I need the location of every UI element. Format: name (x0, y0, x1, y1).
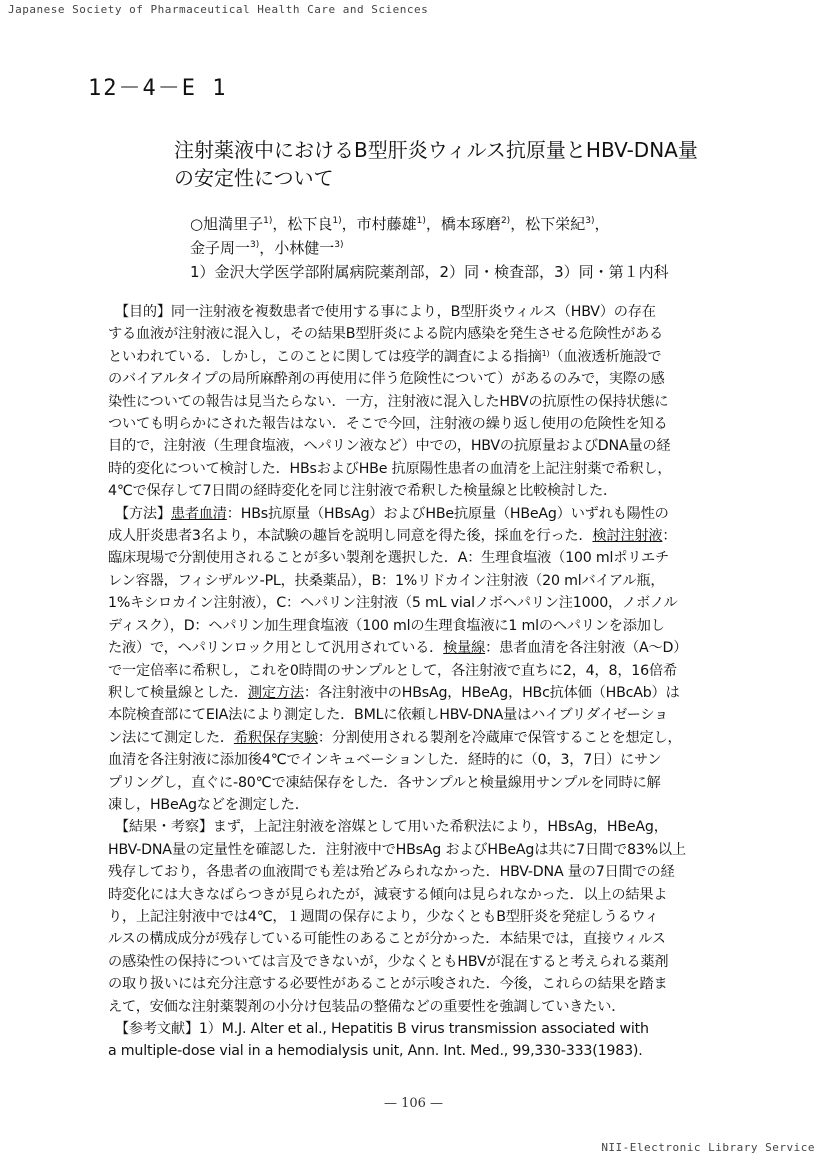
body-text: HBV-DNA量の定量性を確認した．注射液中でHBsAg およびHBeAgは共に7日間で83%以上 (108, 841, 686, 858)
body-text: 【結果・考察】まず，上記注射液を溶媒として用いた希釈法により，HBsAg，HBeAg， (108, 819, 668, 836)
author-block (190, 212, 750, 284)
body-line (108, 1018, 724, 1040)
section-subheading: 検量線 (443, 640, 486, 657)
author-separator: ， (259, 239, 275, 257)
section-subheading: 希釈保存実験 (233, 729, 318, 746)
body-text: 4℃で保存して7日間の経時変化を同じ注射液で希釈した検量線と比較検討した． (108, 483, 617, 500)
abstract-body (108, 301, 724, 1063)
body-text: の取り扱いには充分注意する必要性があることが示唆された．今後，これらの結果を踏ま (108, 976, 668, 993)
body-line (108, 435, 724, 457)
body-line (108, 928, 724, 950)
author-name: 橋本琢磨 (440, 215, 501, 233)
body-line (108, 480, 724, 502)
body-line (108, 906, 724, 928)
author-affiliation-mark: 3) (250, 240, 260, 250)
author-line (190, 236, 750, 260)
body-text: ：分割使用される製剤を冷蔵庫で保管することを想定し， (317, 729, 682, 746)
author-affiliation-mark: 1) (263, 216, 273, 226)
body-line (108, 301, 724, 323)
body-text: 釈して検量線とした． (108, 684, 248, 701)
author-separator: ， (341, 215, 357, 233)
body-text: 臨床現場で分割使用されることが多い製剤を選択した．A：生理食塩液（100 mlポリエチ (108, 550, 669, 567)
author-separator: ， (425, 215, 441, 233)
body-text: ： (662, 528, 677, 545)
page-number: — 106 — (383, 1096, 444, 1111)
title-line: 注射薬液中におけるB型肝炎ウィルス抗原量とHBV-DNA量 (174, 138, 698, 162)
body-text: 時変化には大きなばらつきが見られたが，減衰する傾向は見られなかった．以上の結果よ (108, 886, 668, 903)
author-affiliation-mark: 3) (585, 216, 595, 226)
body-line (108, 704, 724, 726)
body-line (108, 615, 724, 637)
body-text: た液）で，ヘパリンロック用として汎用されている． (108, 640, 444, 657)
body-line (108, 682, 724, 704)
body-line (108, 749, 724, 771)
body-line (108, 525, 724, 547)
body-text: 染性についての報告は見当たらない．一方，注射液に混入したHBVの抗原性の保持状態に (108, 393, 669, 410)
body-line (108, 973, 724, 995)
body-text: ディスク），D：ヘパリン加生理食塩液（100 mlの生理食塩液に1 mlのヘパリンを添加し (108, 617, 665, 634)
author-affiliation-mark: 3) (334, 240, 344, 250)
journal-header: Japanese Society of Pharmaceutical Health Care and Sciences (8, 3, 429, 16)
body-text: 血清を各注射液に添加後4℃でインキュベーションした．経時的に（0，3，7日）にサン (108, 752, 662, 769)
body-line (108, 368, 724, 390)
body-line (108, 323, 724, 345)
body-text: 本院検査部にてEIA法により測定した．BMLに依頼しHBV-DNA量はハイブリダイゼーショ (108, 707, 669, 724)
body-text: する血液が注射液に混入し，その結果B型肝炎による院内感染を発生させる危険性がある (108, 326, 664, 343)
body-text: 凍し，HBeAgなどを測定した． (108, 796, 309, 813)
body-text: 【目的】同一注射液を複数患者で使用する事により，B型肝炎ウィルス（HBV）の存在 (108, 304, 656, 320)
section-subheading: 検討注射液 (592, 528, 663, 545)
body-text: 【方法】 (108, 505, 171, 522)
body-line (108, 839, 724, 861)
author-separator: ， (510, 215, 526, 233)
body-line (108, 458, 724, 480)
body-line (108, 996, 724, 1018)
affiliations: 1）金沢大学医学部附属病院薬剤部，2）同・検査部，3）同・第１内科 (190, 263, 669, 281)
author-affiliation-mark: 1) (416, 216, 426, 226)
body-text: レン容器，フィシザルツ-PL，扶桑薬品），B：1%リドカイン注射液（20 mlバイアル瓶， (108, 572, 665, 589)
section-subheading: 患者血清 (170, 505, 227, 522)
body-text: といわれている．しかし，このことに関しては疫学的調査による指摘 (108, 348, 542, 365)
body-text: えて，安価な注射薬製剤の小分け包装品の整備などの重要性を強調していきたい． (108, 998, 626, 1015)
body-text: 時的変化について検討した．HBsおよびHBe 抗原陽性患者の血清を上記注射薬で希釈し， (108, 460, 672, 477)
body-line (108, 861, 724, 883)
body-line (108, 1040, 724, 1062)
author-name: ○旭満里子 (190, 215, 264, 233)
section-subheading: 測定方法 (247, 684, 304, 701)
author-affiliation-mark: 2) (500, 216, 511, 226)
body-text: のバイアルタイプの局所麻酔剤の再使用に伴う危険性について）があるのみで，実際の感 (108, 371, 665, 388)
author-name: 市村藤雄 (356, 215, 417, 233)
body-line (108, 727, 724, 749)
footer: NII-Electronic Library Service (601, 1141, 815, 1154)
abstract-code: 12－4－E 1 (88, 76, 228, 101)
author-line (190, 212, 750, 236)
body-text: ：HBs抗原量（HBsAg）およびHBe抗原量（HBeAg）いずれも陽性の (226, 505, 669, 522)
body-text: 1%キシロカイン注射液），C：ヘパリン注射液（5 mL vialノボヘパリン注1000，ノボノル (108, 595, 678, 612)
paper-title (174, 136, 744, 192)
body-line (108, 816, 724, 838)
body-line (108, 772, 724, 794)
body-text: ：各注射液中のHBsAg，HBeAg，HBc抗体価（HBcAb）は (303, 684, 680, 701)
author-name: 金子周一 (190, 239, 251, 257)
body-line (108, 637, 724, 659)
body-line (108, 547, 724, 569)
body-line (108, 503, 724, 525)
body-text: 目的で，注射液（生理食塩液，ヘパリン液など）中での，HBVの抗原量およびDNA量の経 (108, 438, 671, 455)
title-line: の安定性について (174, 166, 334, 190)
body-text: ：患者血清を各注射液（A〜D） (485, 640, 688, 657)
body-text: ついても明らかにされた報告はない．そこで今回，注射液の繰り返し使用の危険性を知る (108, 416, 668, 433)
body-line (108, 884, 724, 906)
body-text: ルスの構成成分が残存している可能性のあることが分かった．本結果では，直接ウィルス (108, 931, 666, 948)
author-name: 小林健一 (274, 239, 335, 257)
body-text: （血液透析施設で (549, 348, 662, 365)
body-text: 残存しており，各患者の血液間でも差は殆どみられなかった．HBV-DNA 量の7日間での経 (108, 864, 675, 881)
author-separator: ， (594, 215, 610, 233)
body-text: 成人肝炎患者3名より，本試験の趣旨を説明し同意を得た後，採血を行った． (108, 528, 593, 545)
body-line (108, 794, 724, 816)
body-text: 【参考文献】1）M.J. Alter et al., Hepatitis B virus transmission associated with (108, 1021, 649, 1037)
author-affiliation-mark: 1) (332, 216, 342, 226)
body-line (108, 660, 724, 682)
body-text: a multiple-dose vial in a hemodialysis unit, Ann. Int. Med., 99,330-333(1983). (108, 1043, 643, 1060)
body-text: で一定倍率に希釈し，これを0時間のサンプルとして，各注射液で直ちに2，4，8，16倍希 (108, 662, 677, 679)
citation-mark: 1) (541, 348, 550, 358)
body-line (108, 391, 724, 413)
body-text: り，上記注射液中では4℃，１週間の保存により，少なくともB型肝炎を発症しうるウィ (108, 908, 659, 925)
body-line (108, 346, 724, 368)
body-line (108, 570, 724, 592)
author-name: 松下良 (287, 215, 333, 233)
author-name: 松下栄紀 (525, 215, 586, 233)
body-line (108, 413, 724, 435)
author-separator: ， (272, 215, 288, 233)
body-text: プリングし，直ぐに-80℃で凍結保存をした．各サンプルと検量線用サンプルを同時に解 (108, 774, 661, 791)
body-text: の感染性の保持については言及できないが，少なくともHBVが混在すると考えられる薬剤 (108, 953, 669, 970)
body-text: ン法にて測定した． (108, 729, 234, 746)
body-line (108, 592, 724, 614)
body-line (108, 951, 724, 973)
